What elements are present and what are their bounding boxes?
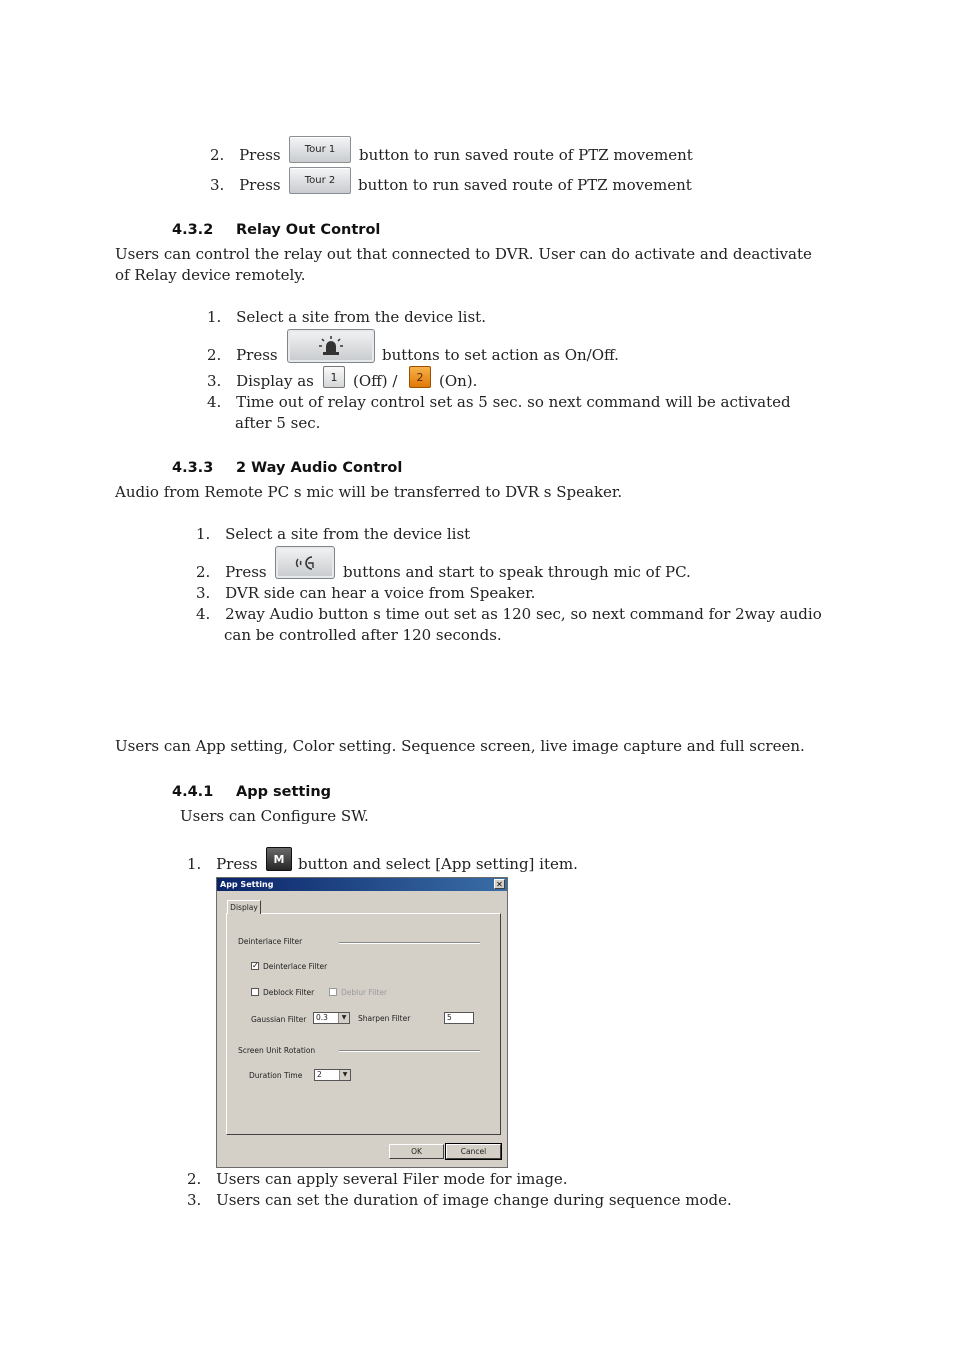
list-text: Select a site from the device list	[225, 525, 471, 543]
chevron-down-icon: ▼	[338, 1013, 349, 1023]
sharpen-label: Sharpen Filter	[358, 1014, 411, 1023]
list-text: Press	[236, 346, 278, 364]
chevron-down-icon: ▼	[339, 1070, 350, 1080]
duration-select[interactable]	[314, 1069, 351, 1081]
deinterlace-checkbox[interactable]: ✓	[252, 961, 259, 970]
list-number: 3.	[196, 584, 211, 602]
list-text: Select a site from the device list.	[236, 308, 486, 326]
list-item	[187, 1190, 732, 1211]
section-number: 4.3.2	[172, 222, 214, 238]
list-text: Display as	[236, 372, 314, 390]
group-divider	[339, 942, 480, 944]
list-number: 2.	[187, 1170, 202, 1188]
group-label-deinterlace: Deinterlace Filter	[238, 937, 303, 946]
two-way-audio-button[interactable]	[275, 546, 335, 579]
ok-button[interactable]: OK	[389, 1144, 444, 1159]
section-title: App setting	[236, 784, 332, 800]
microphone-speaker-icon	[292, 554, 318, 572]
list-text: button to run saved route of PTZ movement	[358, 176, 692, 194]
paragraph: Users can control the relay out that connected to DVR. User can do activate and deactivate	[115, 245, 812, 263]
list-item	[196, 562, 267, 583]
relay-off-indicator: 1	[323, 366, 345, 388]
deblur-checkbox	[329, 988, 337, 996]
list-number: 3.	[187, 1191, 202, 1209]
duration-value: 2	[317, 1070, 322, 1079]
list-text: buttons and start to speak through mic of PC.	[343, 563, 691, 581]
duration-label: Duration Time	[249, 1071, 303, 1080]
list-number: 3.	[207, 372, 222, 390]
gaussian-select[interactable]	[313, 1012, 350, 1024]
list-number: 3.	[210, 176, 225, 194]
list-number: 1.	[196, 525, 211, 543]
list-number: 1.	[207, 308, 222, 326]
list-text: Users can set the duration of image change during sequence mode.	[216, 1191, 732, 1209]
list-text: 2way Audio button s time out set as 120 sec, so next command for 2way audio	[225, 605, 822, 623]
section-title: Relay Out Control	[236, 222, 381, 238]
cancel-button[interactable]: Cancel	[446, 1144, 501, 1159]
list-text: after 5 sec.	[235, 414, 321, 432]
list-number: 4.	[207, 393, 222, 411]
relay-on-indicator: 2	[409, 366, 431, 388]
list-text: (On).	[439, 372, 478, 390]
list-item	[207, 392, 791, 413]
paragraph: Audio from Remote PC s mic will be transferred to DVR s Speaker.	[115, 483, 623, 501]
alarm-light-icon	[317, 335, 345, 357]
list-item	[196, 524, 470, 545]
list-item	[207, 307, 486, 328]
list-text: button and select [App setting] item.	[298, 855, 578, 873]
list-item	[187, 854, 258, 875]
close-icon[interactable]: ✕	[494, 879, 505, 889]
list-item	[207, 371, 314, 392]
list-item	[187, 1169, 568, 1190]
deblock-checkbox[interactable]	[251, 988, 259, 996]
list-number: 2.	[210, 146, 225, 164]
tour-item-2	[210, 145, 281, 166]
list-text: can be controlled after 120 seconds.	[224, 626, 502, 644]
list-text: Users can apply several Filer mode for image.	[216, 1170, 568, 1188]
paragraph: of Relay device remotely.	[115, 266, 306, 284]
sharpen-input[interactable]: 5	[444, 1012, 474, 1024]
section-title: 2 Way Audio Control	[236, 460, 403, 476]
tab-display[interactable]: Display	[227, 900, 261, 914]
list-text: (Off) /	[353, 372, 398, 390]
list-item	[196, 583, 535, 604]
list-text: Press	[239, 146, 281, 164]
paragraph: Users can App setting, Color setting. Sequence screen, live image capture and full screen.	[115, 737, 805, 755]
deinterlace-label: Deinterlace Filter	[263, 962, 328, 971]
section-number: 4.3.3	[172, 460, 214, 476]
list-text: button to run saved route of PTZ movement	[359, 146, 693, 164]
list-text: Time out of relay control set as 5 sec. so next command will be activated	[236, 393, 791, 411]
gaussian-value: 0.3	[316, 1013, 328, 1022]
list-number: 4.	[196, 605, 211, 623]
tour-item-3	[210, 175, 281, 196]
dialog-title: App Setting	[217, 878, 507, 891]
group-label-rotation: Screen Unit Rotation	[238, 1046, 316, 1055]
list-item	[196, 604, 822, 625]
gaussian-label: Gaussian Filter	[251, 1015, 307, 1024]
tour-2-button[interactable]: Tour 2	[289, 167, 351, 194]
list-text: Press	[225, 563, 267, 581]
relay-button[interactable]	[287, 329, 375, 363]
section-number: 4.4.1	[172, 784, 214, 800]
paragraph: Users can Configure SW.	[180, 807, 369, 825]
tab-panel	[226, 913, 501, 1135]
list-text: Press	[239, 176, 281, 194]
group-divider	[339, 1050, 480, 1052]
list-text: Press	[216, 855, 258, 873]
tour-1-button[interactable]: Tour 1	[289, 136, 351, 163]
app-setting-dialog	[216, 877, 508, 1168]
list-number: 2.	[196, 563, 211, 581]
list-text: DVR side can hear a voice from Speaker.	[225, 584, 536, 602]
list-text: buttons to set action as On/Off.	[382, 346, 619, 364]
list-number: 1.	[187, 855, 202, 873]
deblur-label: Deblur Filter	[341, 988, 388, 997]
menu-button[interactable]: M	[266, 847, 292, 871]
list-number: 2.	[207, 346, 222, 364]
list-item	[207, 345, 278, 366]
deblock-label: Deblock Filter	[263, 988, 315, 997]
